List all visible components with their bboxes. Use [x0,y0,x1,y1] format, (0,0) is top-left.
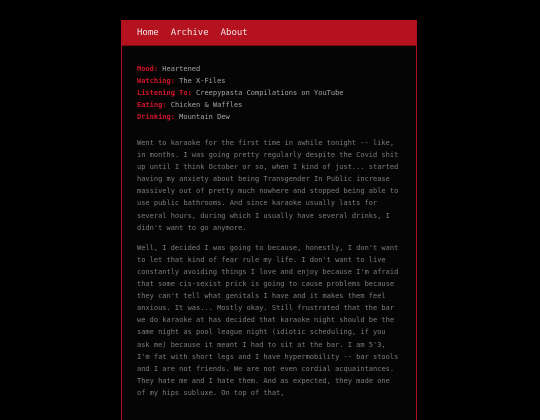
meta-value: Mountain Dew [179,113,230,121]
nav-about-link[interactable]: About [220,28,248,38]
meta-eating [137,99,401,111]
meta-key: Watching: [137,77,175,85]
meta-value: Creepypasta Compilations on YouTube [196,89,344,97]
meta-drinking [137,111,401,123]
meta-value: The X-Files [179,77,226,85]
meta-key: Listening To: [137,89,192,97]
post-content [122,46,416,399]
meta-value: Heartened [162,65,201,73]
post-paragraph-1: Went to karaoke for the first time in awhile tonight -- like, in months. I was going pretty regularly despite the Covid shit up until I think October or so, when I kind of just... started having my anxiety about being Transgender In Public increase massively out of pretty much nowhere and stopped being able to use public bathrooms. And since karaoke usually lasts for several hours, during which I usually have several drinks, I didn't want to go anymore. [137,139,399,232]
nav-archive-link[interactable]: Archive [170,28,209,38]
blog-frame [121,20,417,420]
meta-value: Chicken & Waffles [170,101,243,109]
post-meta [137,63,401,123]
meta-watching [137,75,401,87]
top-nav [122,21,416,46]
meta-key: Mood: [137,65,159,73]
meta-listening [137,87,401,99]
meta-key: Drinking: [137,113,175,121]
post-paragraph-2: Well, I decided I was going to because, honestly, I don't want to let that kind of fear rule my life. I don't want to live constantly avoiding things I love and enjoy because I'm afraid that some cis-sexist prick is going to cause problems because they can't tell what genitals I have and it makes them feel anxious. It was... Mostly okay. Still frustrated that the bar we do karaoke at has decided that karaoke night should be the same night as pool league night (idiotic scheduling, if you ask me) because it meant I had to sit at the bar. I am 5'3, I'm fat with short legs and I have hypermobility -- bar stools and I are not friends. We are not even cordial acquaintances. They hate me and I hate them. And as expected, they made one of my hips subluxe. On top of that, [137,243,399,397]
meta-mood [137,63,401,75]
nav-home-link[interactable]: Home [137,28,159,38]
meta-key: Eating: [137,101,167,109]
